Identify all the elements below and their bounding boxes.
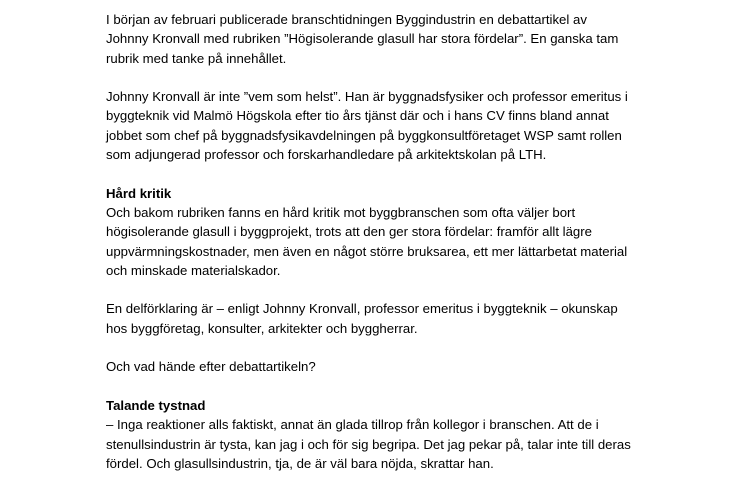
text-line: rubrik med tanke på innehållet. — [106, 50, 287, 66]
paragraph-author-bio — [106, 87, 666, 164]
text-line: Och bakom rubriken fanns en hård kritik mot byggbranschen som ofta väljer bort — [106, 204, 576, 220]
text-line: uppvärmningskostnader, men även en något större bruksarea, ett mer lättarbetat material — [106, 243, 628, 259]
text-line: Och vad hände efter debattartikeln? — [106, 359, 316, 375]
text-line: Johnny Kronvall med rubriken ”Högisolerande glasull har stora fördelar”. En ganska tam — [106, 31, 619, 47]
paragraph-intro — [106, 10, 666, 68]
text-line: jobbet som chef på byggnadsfysikavdelningen på byggkonsultföretaget WSP samt rollen — [106, 127, 622, 143]
paragraph-explanation — [106, 299, 666, 338]
section-hard-critique — [106, 184, 666, 280]
text-line: Johnny Kronvall är inte ”vem som helst”. Han är byggnadsfysiker och professor emeritus i — [106, 89, 628, 105]
section-heading: Talande tystnad — [106, 397, 206, 413]
section-silence — [106, 396, 666, 473]
text-line: stenullsindustrin är tysta, kan jag i och för sig begripa. Det jag pekar på, talar inte till deras — [106, 436, 631, 452]
text-line: byggteknik vid Malmö Högskola efter tio års tjänst där och i hans CV finns bland annat — [106, 108, 609, 124]
text-line: fördel. Och glasullsindustrin, tja, de är väl bara nöjda, skrattar han. — [106, 455, 494, 471]
paragraph-question — [106, 357, 666, 376]
text-line: En delförklaring är – enligt Johnny Kronvall, professor emeritus i byggteknik – okunskap — [106, 301, 618, 317]
text-line: – Inga reaktioner alls faktiskt, annat än glada tillrop från kollegor i branschen. Att de i — [106, 417, 599, 433]
article-body — [106, 10, 666, 492]
text-line: hos byggföretag, konsulter, arkitekter och byggherrar. — [106, 320, 418, 336]
text-line: I början av februari publicerade branschtidningen Byggindustrin en debattartikel av — [106, 12, 587, 27]
text-line: och minskade materialskador. — [106, 262, 281, 278]
text-line: som adjungerad professor och forskarhandledare på arkitektskolan på LTH. — [106, 147, 547, 163]
section-heading: Hård kritik — [106, 185, 172, 201]
text-line: högisolerande glasull i byggprojekt, trots att den ger stora fördelar: framför allt lägre — [106, 224, 592, 240]
